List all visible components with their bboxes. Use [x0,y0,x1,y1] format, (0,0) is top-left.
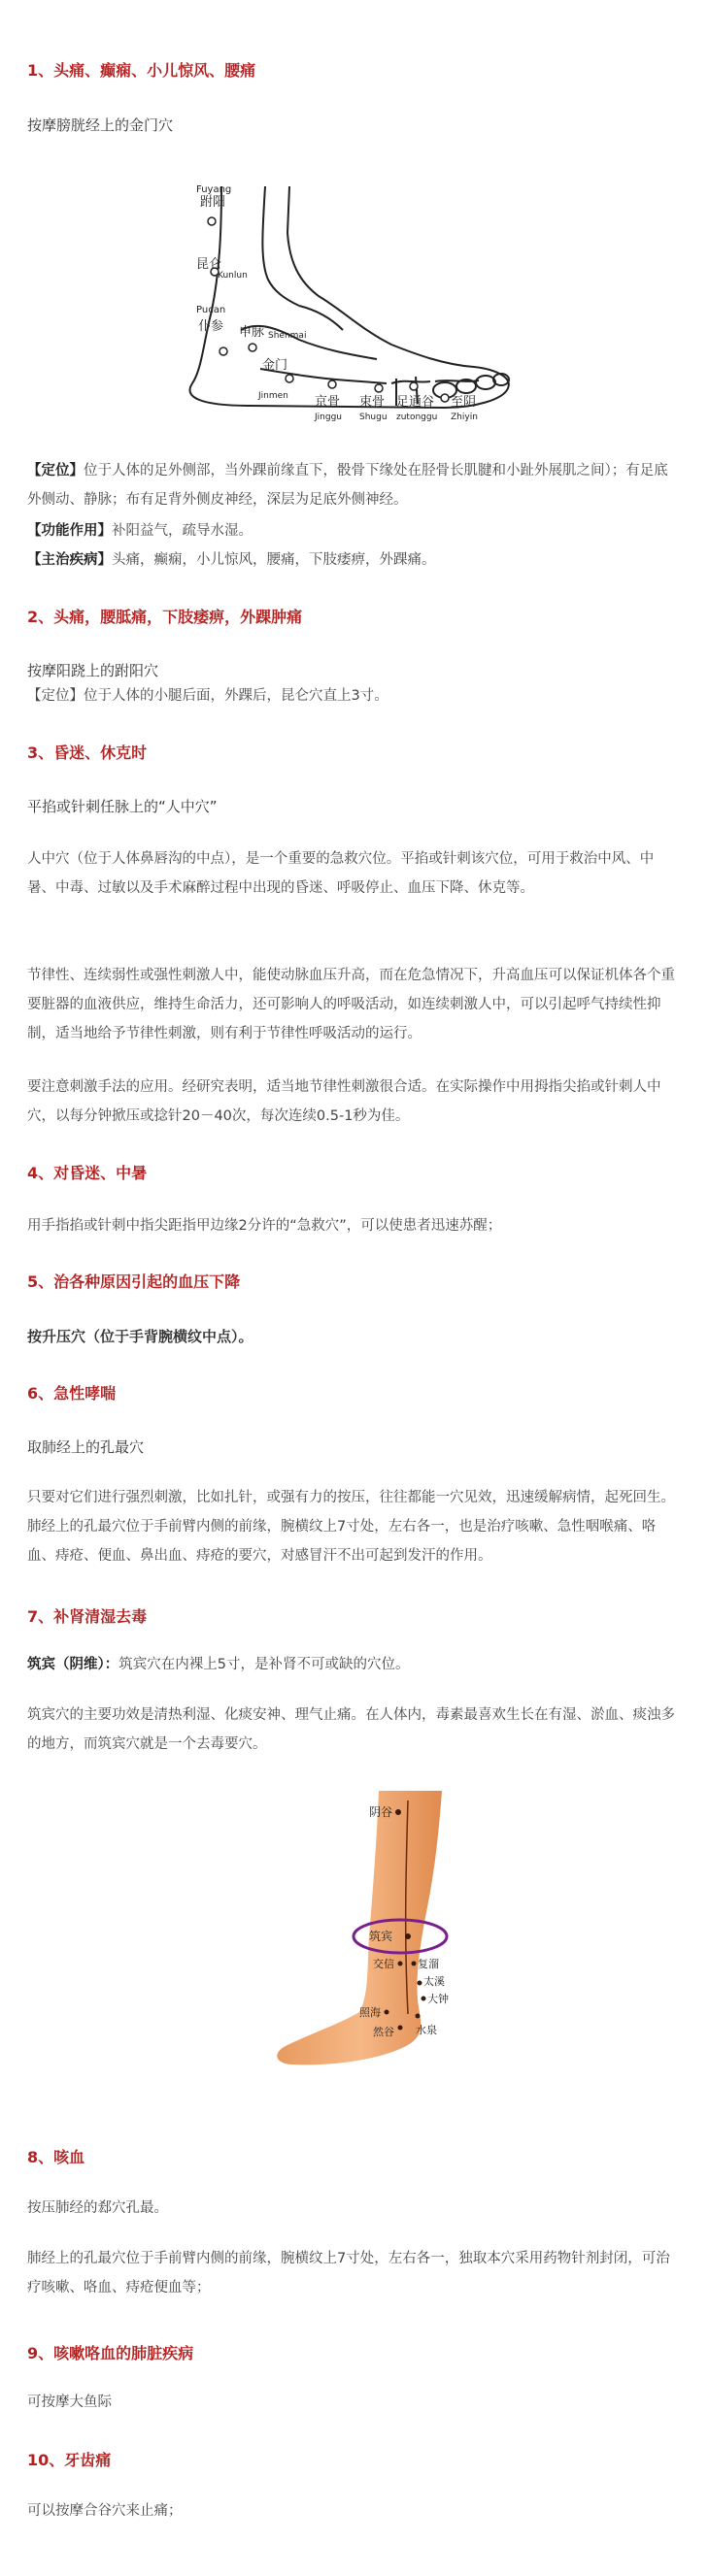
kunlun-label-cn: 昆仑 [196,257,222,272]
yingu-label: 阴谷 [369,1805,393,1819]
zhaohai-label: 照海 [359,2006,381,2019]
fuyang-label-cn: 跗阳 [200,195,226,210]
zhubin-text: 筑宾穴在内裸上5寸，是补肾不可或缺的穴位。 [118,1657,410,1672]
dazhong-label: 大钟 [427,1993,449,2005]
kunlun-label-en: Kunlun [218,271,248,281]
section-7-para-2: 筑宾穴的主要功效是清热利湿、化痰安神、理气止痛。在人体内，毒素最喜欢生长在有湿、淤血、痰浊多的地方，而筑宾穴就是一个去毒要穴。 [27,1707,675,1752]
zhiyin-label-en: Zhiyin [451,413,478,422]
zhubin-lead: 筑宾（阴维）： [27,1657,119,1672]
section-3-title: 3、昏迷、休克时 [27,743,148,762]
zhubin-label: 筑宾 [369,1930,393,1943]
jinggu-label-en: Jinggu [315,413,342,422]
jinmen-label-en: Jinmen [258,391,288,401]
function-text: 补阳益气，疏导水湿。 [112,523,253,539]
section-8-title: 8、咳血 [27,2148,85,2166]
zutonggu-label-en: zutonggu [396,413,438,422]
section-3-para-2: 节律性、连续弱性或强性刺激人中，能使动脉血压升高，而在危急情况下，升高血压可以保证机体各个重要脏器的血液供应，维持生命活力，还可影响人的呼吸活动，如连续刺激人中，可以引起呼气持续性抑制，适当地给予节律性刺激，则有利于节律性呼吸活动的运行。 [27,968,675,1041]
section-9-subtitle: 可按摩大鱼际 [27,2394,112,2410]
function-lead: 【功能作用】 [27,523,112,539]
jiaoxin-label: 交信 [373,1958,394,1970]
location-text: 位于人体的足外侧部，当外踝前缘直下，骰骨下缘处在胫骨长肌腱和小趾外展肌之间）；有足底外侧动、静脉；布有足背外侧皮神经，深层为足底外侧神经。 [27,463,668,508]
zutonggu-label-cn: 足通谷 [396,395,435,410]
section-1-function [27,516,682,545]
fuyang-label-en: Fuyang [196,184,232,195]
section-2-subtitle: 按摩阳跷上的跗阳穴 [27,662,159,679]
jinmen-label-cn: 金门 [262,358,288,373]
section-4-para: 用手指掐或针刺中指尖距指甲边缘2分许的“急救穴”，可以使患者迅速苏醒； [27,1218,502,1234]
section-2-location: 【定位】位于人体的小腿后面，外踝后，昆仑穴直上3寸。 [27,688,388,704]
section-1-title: 1、头痛、癫痫、小儿惊风、腰痛 [27,61,256,80]
taixi-label: 太溪 [423,1975,445,1988]
section-5-title: 5、治各种原因引起的血压下降 [27,1272,241,1291]
shuiquan-label: 水泉 [416,2024,437,2036]
section-3-para-1: 人中穴（位于人体鼻唇沟的中点），是一个重要的急救穴位。平掐或针刺该穴位，可用于救治中风、中暑、中毒、过敏以及手术麻醉过程中出现的昏迷、呼吸停止、血压下降、休克等。 [27,851,655,896]
shenmai-label-cn: 申脉 [239,325,265,340]
shenmai-label-en: Shenmai [268,331,307,341]
shugu-label-en: Shugu [359,413,388,422]
section-1-location [27,456,682,514]
section-7-para-1 [27,1650,682,1679]
section-7-title: 7、补肾清湿去毒 [27,1607,148,1626]
jinggu-label-cn: 京骨 [315,395,341,410]
indications-lead: 【主治疾病】 [27,552,112,568]
leg-acupoint-diagram [272,1791,515,2072]
section-2-title: 2、头痛，腰胝痛，下肢痿痹，外踝肿痛 [27,608,303,626]
foot-acupoint-diagram [153,175,542,427]
section-6-title: 6、急性哮喘 [27,1384,117,1403]
section-6-para: 只要对它们进行强烈刺激，比如扎针，或强有力的按压，往往都能一穴见效，迅速缓解病情，起死回生。肺经上的孔最穴位于手前臂内侧的前缘，腕横纹上7寸处，左右各一，也是治疗咳嗽、急性咽喉痛、咯血、痔疮、便血、鼻出血、痔疮的要穴，对感冒汗不出可起到发汗的作用。 [27,1490,675,1564]
section-6-subtitle: 取肺经上的孔最穴 [27,1438,145,1456]
location-lead: 【定位】 [27,463,84,479]
section-10-title: 10、牙齿痛 [27,2451,112,2469]
section-1-subtitle: 按摩膀胱经上的金门穴 [27,116,174,134]
section-9-title: 9、咳嗽咯血的肺脏疾病 [27,2344,194,2362]
zhiyin-label-cn: 至阴 [451,395,477,410]
pucan-label-cn: 仆参 [198,319,224,334]
section-8-subtitle: 按压肺经的郄穴孔最。 [27,2200,168,2216]
rangu-label: 然谷 [373,2026,394,2038]
section-8-para: 肺经上的孔最穴位于手前臂内侧的前缘，腕横纹上7寸处，左右各一，独取本穴采用药物针剂封闭，可治疗咳嗽、咯血、痔疮便血等； [27,2251,670,2295]
section-5-subtitle: 按升压穴（位于手背腕横纹中点）。 [27,1328,253,1345]
fuliu-label: 复溜 [418,1958,439,1970]
shugu-label-cn: 束骨 [359,395,386,410]
section-3-para-3: 要注意刺激手法的应用。经研究表明，适当地节律性刺激很合适。在实际操作中用拇指尖掐或针刺人中穴，以每分钟掀压或捻针20－40次，每次连续0.5-1秒为佳。 [27,1079,661,1124]
pucan-label-en: Pucan [196,305,226,315]
section-1-indications [27,545,682,575]
section-10-subtitle: 可以按摩合谷穴来止痛； [27,2503,183,2519]
indications-text: 头痛，癫痫，小儿惊风，腰痛，下肢痿痹，外踝痛。 [112,552,436,568]
section-3-subtitle: 平掐或针刺任脉上的“人中穴” [27,798,218,815]
section-4-title: 4、对昏迷、中暑 [27,1164,148,1182]
